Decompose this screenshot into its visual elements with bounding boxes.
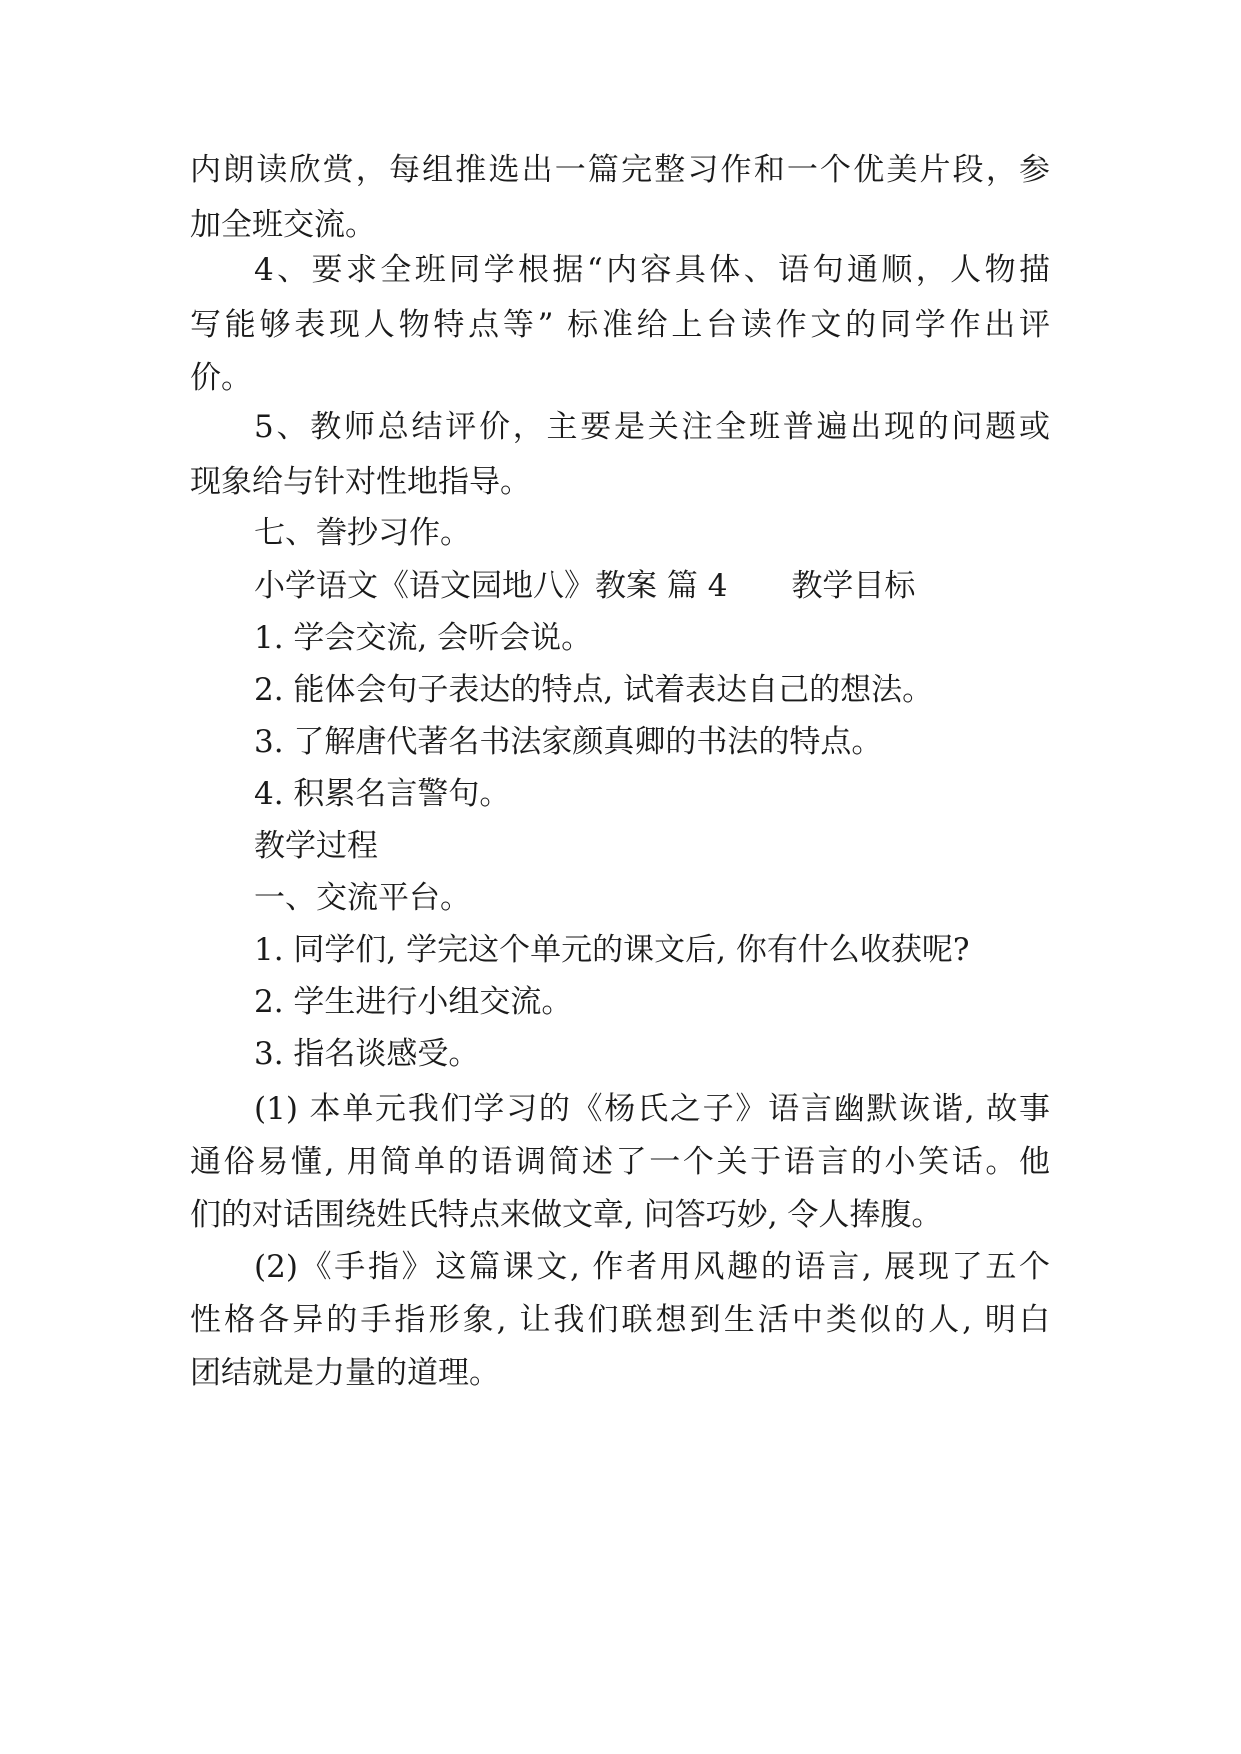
text-line: 一、交流平台。 — [254, 880, 471, 916]
text-line: 写能够表现人物特点等” 标准给上台读作文的同学作出评 — [190, 307, 1050, 343]
text-line: 内朗读欣赏，每组推选出一篇完整习作和一个优美片段，参 — [190, 152, 1050, 188]
text-line: 性格各异的手指形象, 让我们联想到生活中类似的人, 明白 — [190, 1302, 1050, 1338]
text-line: 团结就是力量的道理。 — [190, 1355, 500, 1391]
text-line: 5、教师总结评价，主要是关注全班普遍出现的问题或 — [254, 409, 1050, 445]
text-line: 3. 了解唐代著名书法家颜真卿的书法的特点。 — [254, 724, 883, 760]
text-line: 3. 指名谈感受。 — [254, 1036, 480, 1072]
text-line: 价。 — [190, 360, 252, 396]
text-line: 加全班交流。 — [190, 207, 376, 243]
text-line: 2. 学生进行小组交流。 — [254, 984, 573, 1020]
text-line: 1. 学会交流, 会听会说。 — [254, 620, 593, 656]
text-line: 们的对话围绕姓氏特点来做文章, 问答巧妙, 令人捧腹。 — [190, 1197, 943, 1233]
text-line: 4、要求全班同学根据“内容具体、语句通顺，人物描 — [254, 252, 1050, 288]
text-line: 1. 同学们, 学完这个单元的课文后, 你有什么收获呢? — [254, 932, 970, 968]
text-line: 教学过程 — [254, 828, 378, 864]
text-line: 现象给与针对性地指导。 — [190, 464, 531, 500]
text-line: 通俗易懂, 用简单的语调简述了一个关于语言的小笑话。他 — [190, 1144, 1050, 1180]
text-line: 4. 积累名言警句。 — [254, 776, 511, 812]
text-line: 七、誊抄习作。 — [254, 515, 471, 551]
teaching-goals-heading: 教学目标 — [791, 568, 916, 604]
text-line: (2)《手指》这篇课文, 作者用风趣的语言, 展现了五个 — [254, 1249, 1050, 1285]
lesson-plan-title: 小学语文《语文园地八》教案 篇 4 — [254, 568, 728, 604]
text-line: (1) 本单元我们学习的《杨氏之子》语言幽默诙谐, 故事 — [254, 1091, 1050, 1127]
text-line: 2. 能体会句子表达的特点, 试着表达自己的想法。 — [254, 672, 934, 708]
